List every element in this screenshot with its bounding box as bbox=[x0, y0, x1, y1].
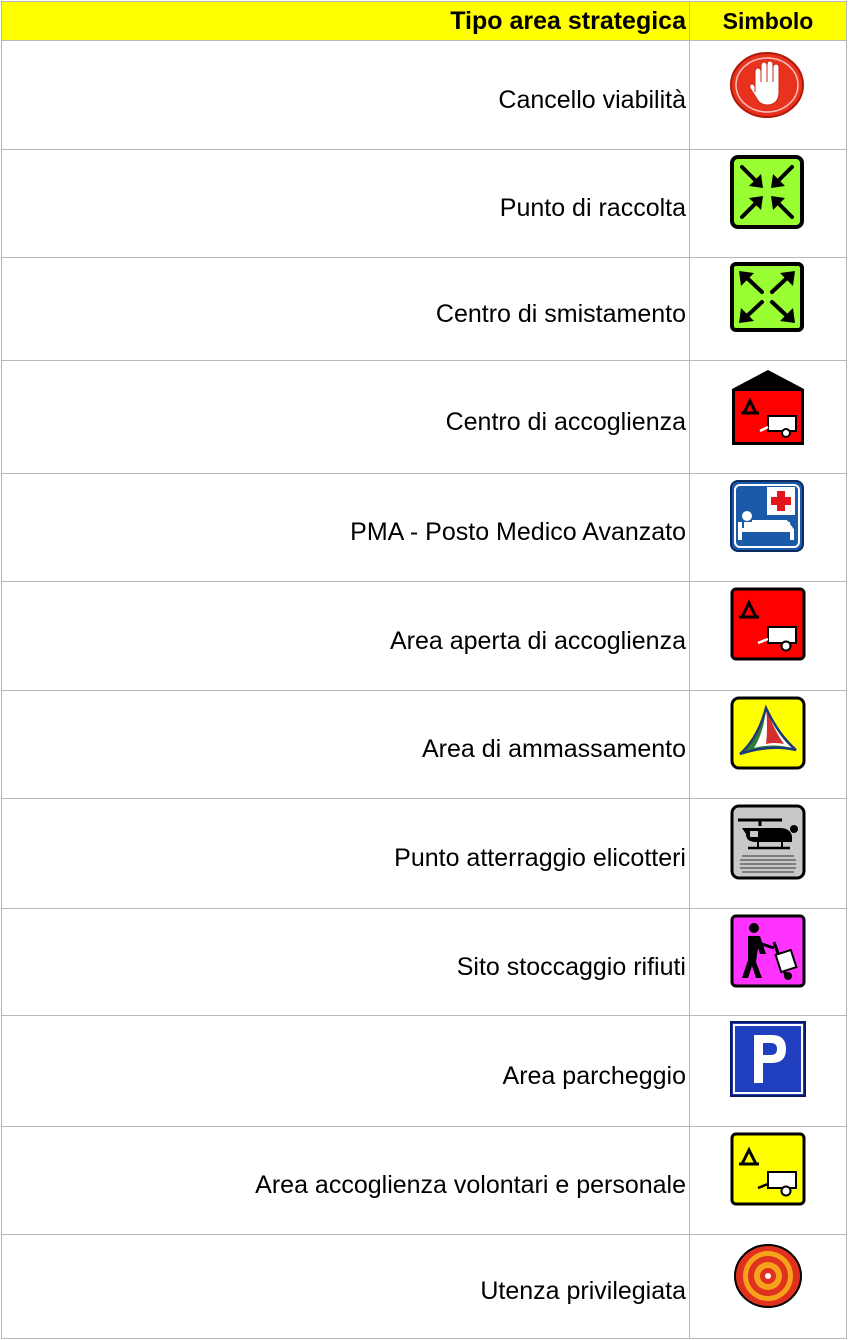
strategic-areas-table bbox=[1, 1, 847, 1339]
symbol-cell bbox=[690, 691, 846, 798]
table-row bbox=[1, 150, 847, 258]
symbol-cell bbox=[690, 361, 846, 473]
table-row bbox=[1, 909, 847, 1016]
column-header-type: Tipo area strategica bbox=[2, 2, 690, 40]
priority-target-icon bbox=[730, 1241, 806, 1311]
table-row bbox=[1, 41, 847, 150]
area-type-label: Sito stoccaggio rifiuti bbox=[2, 909, 690, 1015]
symbol-cell bbox=[690, 1016, 846, 1126]
area-type-label: Punto atterraggio elicotteri bbox=[2, 799, 690, 908]
column-header-symbol: Simbolo bbox=[722, 8, 814, 34]
area-type-label: Area aperta di accoglienza bbox=[2, 582, 690, 690]
helicopter-icon bbox=[730, 804, 806, 880]
area-type-label: Punto di raccolta bbox=[2, 150, 690, 257]
waste-trolley-icon bbox=[730, 914, 806, 988]
area-type-label: Area parcheggio bbox=[2, 1016, 690, 1126]
symbol-cell bbox=[690, 258, 846, 360]
camping-caravan-icon bbox=[730, 587, 806, 661]
symbol-cell bbox=[690, 1235, 846, 1338]
table-row bbox=[1, 1127, 847, 1235]
outward-arrows-icon bbox=[730, 262, 804, 332]
table-row bbox=[1, 691, 847, 799]
inward-arrows-icon bbox=[730, 155, 804, 229]
parking-icon bbox=[730, 1021, 806, 1097]
symbol-cell bbox=[690, 1127, 846, 1234]
symbol-cell bbox=[690, 474, 846, 581]
area-type-label: Area accoglienza volontari e personale bbox=[2, 1127, 690, 1234]
symbol-cell bbox=[690, 909, 846, 1015]
medical-bed-icon bbox=[730, 480, 804, 552]
area-type-label: Utenza privilegiata bbox=[2, 1235, 690, 1338]
table-row bbox=[1, 1235, 847, 1339]
volunteer-camping-icon bbox=[730, 1132, 806, 1206]
stop-hand-icon bbox=[730, 52, 804, 118]
covered-camping-icon bbox=[730, 369, 806, 447]
symbol-cell bbox=[690, 582, 846, 690]
symbol-cell bbox=[690, 41, 846, 149]
area-type-label: Centro di accoglienza bbox=[2, 361, 690, 473]
civil-protection-icon bbox=[730, 696, 806, 770]
table-row bbox=[1, 361, 847, 474]
table-row bbox=[1, 582, 847, 691]
table-row bbox=[1, 1016, 847, 1127]
symbol-cell bbox=[690, 150, 846, 257]
area-type-label: PMA - Posto Medico Avanzato bbox=[2, 474, 690, 581]
table-header bbox=[1, 1, 847, 41]
area-type-label: Centro di smistamento bbox=[2, 258, 690, 360]
area-type-label: Area di ammassamento bbox=[2, 691, 690, 798]
symbol-cell bbox=[690, 799, 846, 908]
table-row bbox=[1, 799, 847, 909]
table-row bbox=[1, 258, 847, 361]
area-type-label: Cancello viabilità bbox=[2, 41, 690, 149]
table-row bbox=[1, 474, 847, 582]
